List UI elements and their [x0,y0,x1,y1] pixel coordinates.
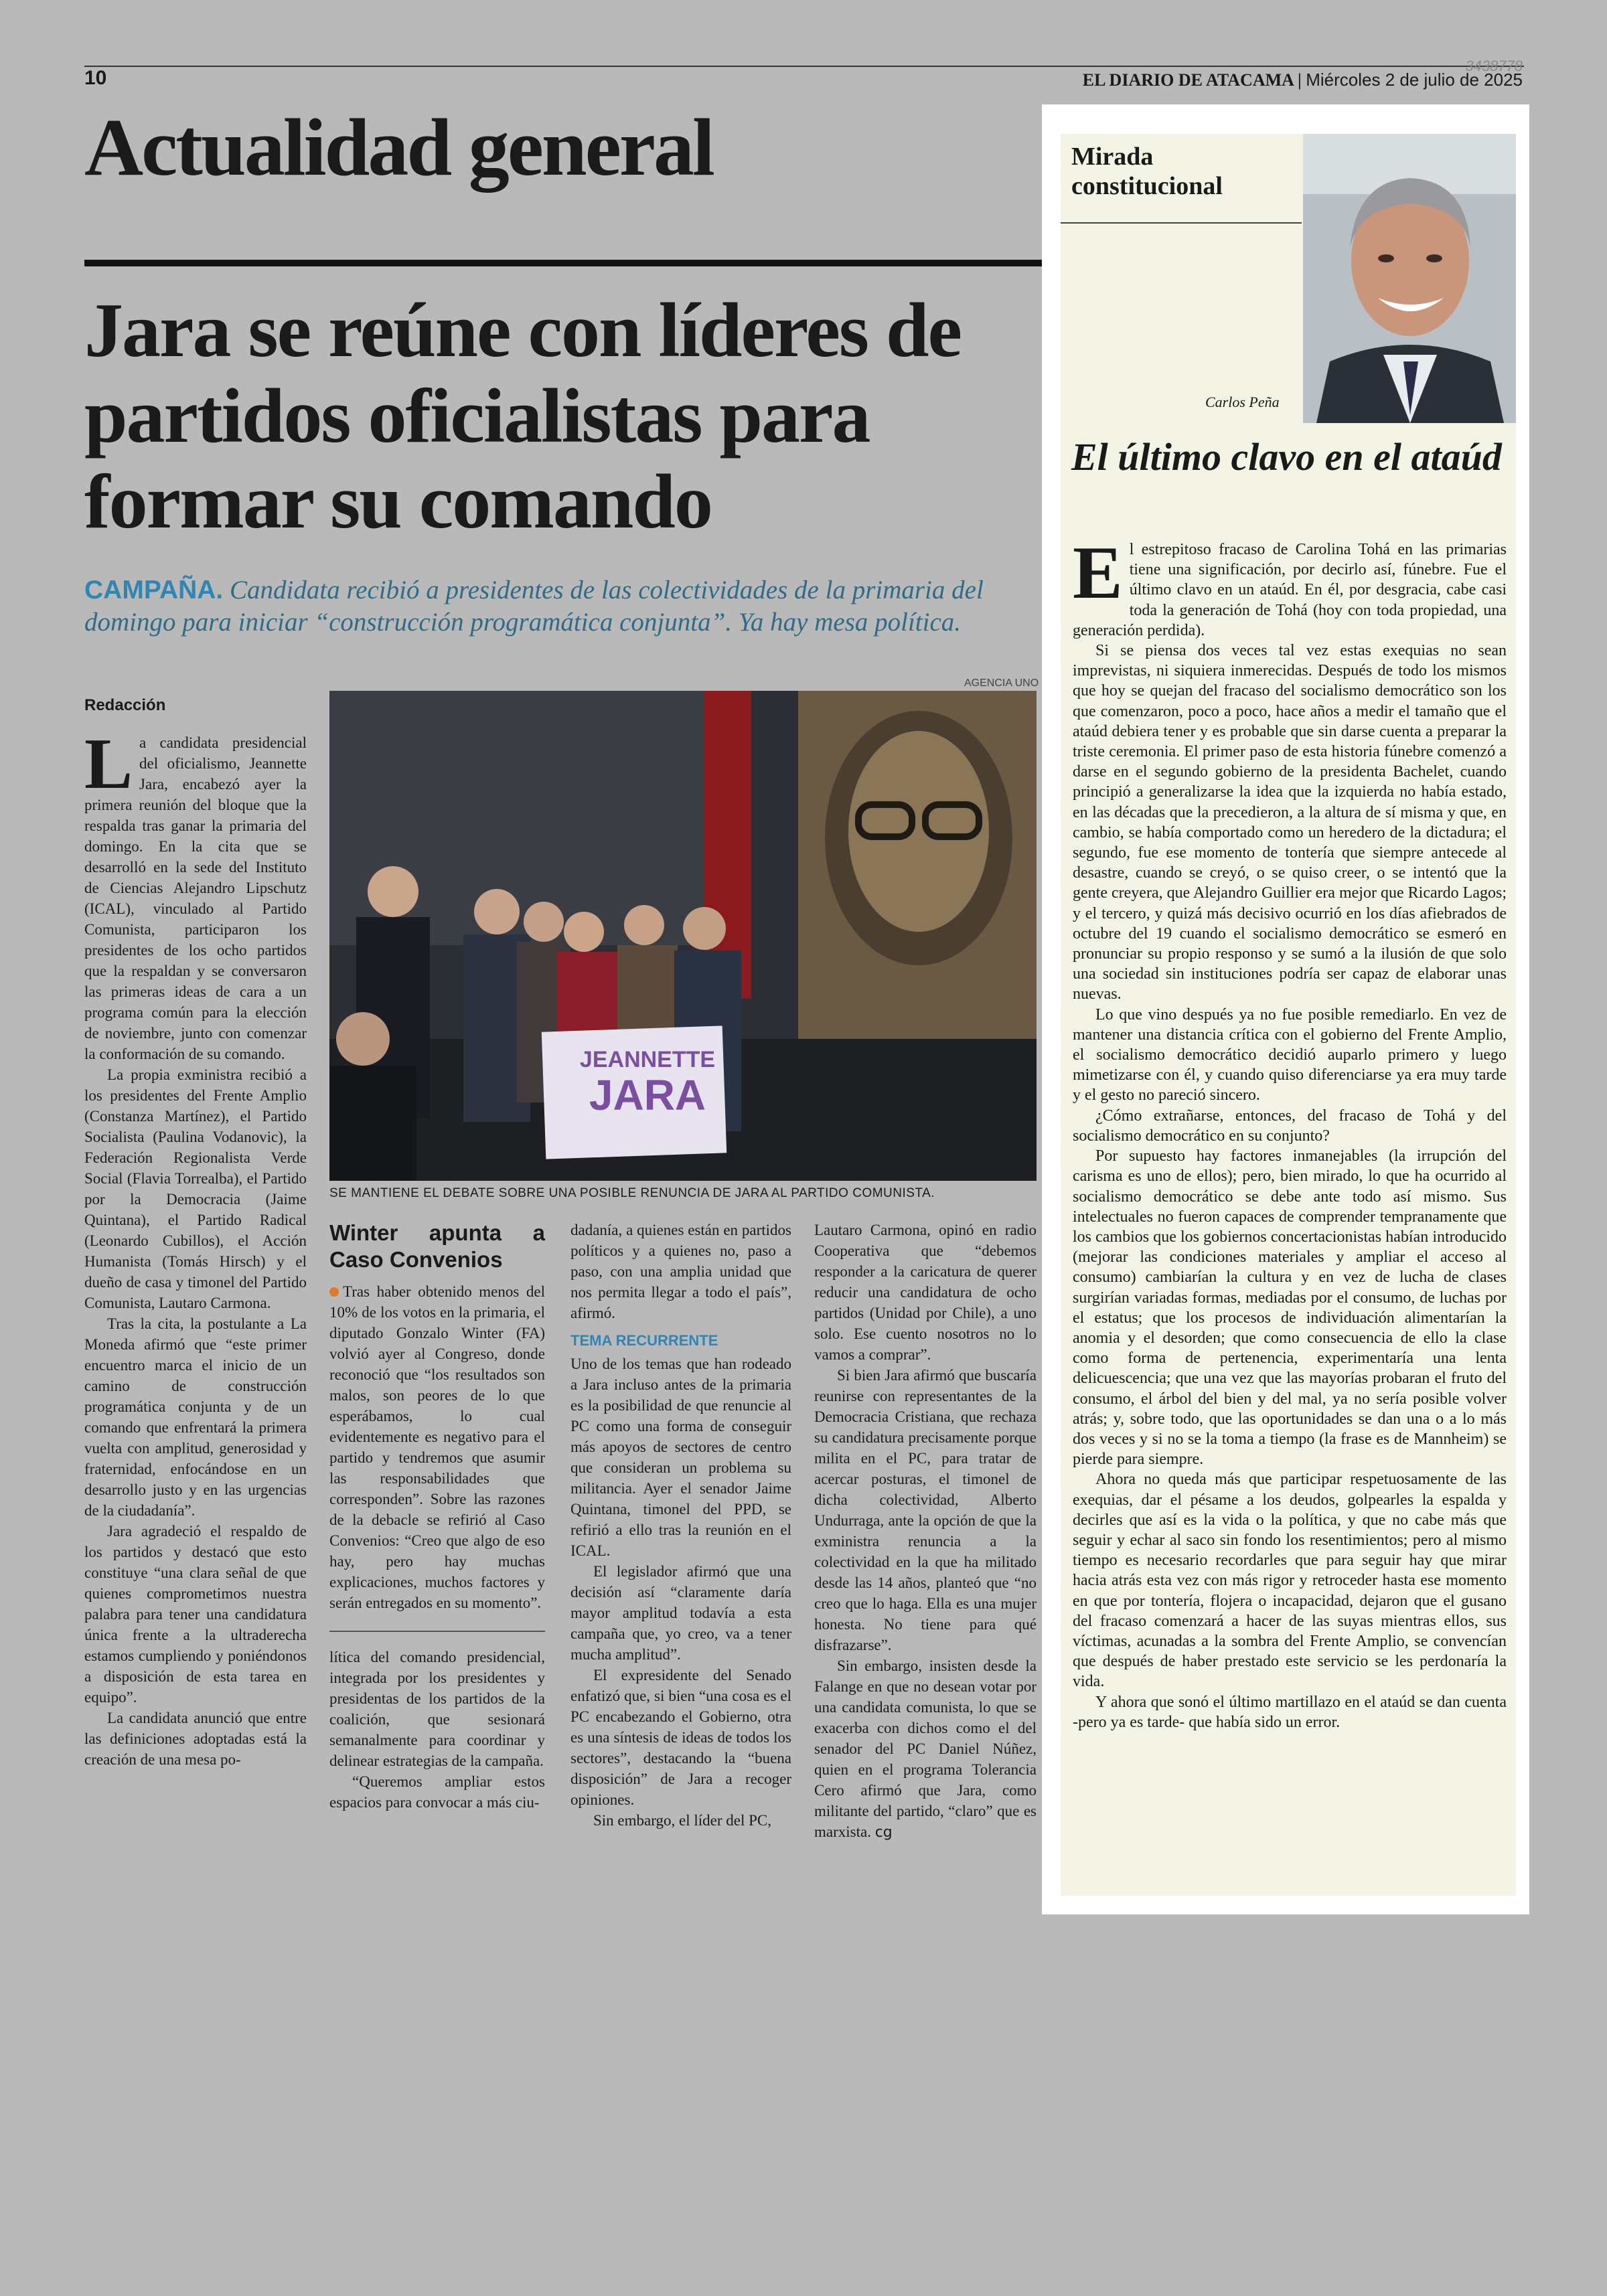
drop-cap: L [84,724,133,804]
paragraph: La propia exministra recibió a los presidentes del Frente Amplio (Constanza Martínez), el Partido Socialista (Paulina Vodanovic), la Federación Regionalista Verde Social (Flavia Torrealba), el Partido por la Democracia (Jaime Quintana), el Partido Radical (Leonardo Cubillos), el Acción Humanista (Tomás Hirsch) y el dueño de casa y timonel del Partido Comunista, Lautaro Carmona. [84,1066,307,1311]
paragraph [329,1281,545,1613]
paragraph: Lo que vino después ya no fue posible remediarlo. En vez de mantener una distancia crítica con el gobierno del Frente Amplio, el socialismo democrático decidió auparlo primero y luego mimetizarse con él, y cuando quiso diferenciarse ya era muy tarde y el gesto no pareció sincero. [1073,1005,1507,1104]
article-column-3 [570,1220,791,1831]
paragraph: Tras la cita, la postulante a La Moneda afirmó que “este primer encuentro marca el inicio de un camino de construcción programática conjunta y de un comando que enfrentará la primera vuelta con amplitud, generosidad y fraternidad, enfocándose en un desarrollo justo y en las urgencias de la ciudadanía”. [84,1315,307,1519]
top-rule [84,66,1524,67]
sidebar-divider [329,1631,545,1632]
paragraph: El legislador afirmó que una decisión así “claramente daría mayor amplitud todavía a esta campaña que, yo creo, va a tener mucha amplitud”. [570,1563,791,1663]
deck-text: Candidata recibió a presidentes de las colectividades de la primaria del domingo para iniciar “construcción programática conjunta”. Ya hay mesa política. [84,576,984,637]
bullet-icon [329,1287,339,1297]
photo-banner [577,1047,718,1118]
archive-stamp: 3438778 [1465,58,1523,74]
photo-credit: AGENCIA UNO [964,677,1039,689]
byline: Redacción [84,696,166,714]
article-column-1 [84,724,307,1770]
drop-cap: E [1073,531,1123,614]
portrait-illustration [1303,134,1516,423]
article-column-2 [329,1220,545,1813]
opinion-kicker: Mirada constitucional [1071,143,1223,200]
issue-date: Miércoles 2 de julio de 2025 [1306,70,1523,90]
paragraph-text: Tras haber obtenido menos del 10% de los votos en la primaria, el diputado Gonzalo Winter (FA) volvió ayer al Congreso, donde reconoció que “los resultados son malos, son peores de lo que esperábamos, lo cual evidentemente es negativo para el partido y tendremos que asumir las responsabilidades que corresponden”. Sobre las razones de la debacle se refirió al Caso Convenios: “Creo que algo de eso hay, pero hay muchas explicaciones, muchos factores y serán entregados en su momento”. [329,1283,545,1611]
opinion-title: El último clavo en el ataúd [1071,435,1502,479]
article-deck [84,574,1055,639]
paragraph: Si se piensa dos veces tal vez estas exequias no sean imprevistas, ni siquiera inmerecidas. Después de todo los mismos que hoy se quejan del fracaso del socialismo democrático son los que comenzaron, poco a poco, hace años a medir el tamaño que el ataúd debiera tener y es probable que sin darse cuenta a preparar la triste ceremonia. El primer paso de esta historia fúnebre comenzó a darse en el segundo gobierno de la presidenta Bachelet, cuando principió a generalizarse la idea que la izquierda no había estado, en las décadas que la precedieron, a la altura de sí misma y que, en cambio, se había comportado como un heredero de la dictadura; el segundo, fue ese momento de tontería que siempre antecede al desastre, cuando se creyó, o se quiso creer, o se intentó que la gente creyera, que Alejandro Guillier era mejor que Ricardo Lagos; y el tercero, y quizá más decisivo ocurrió en los días afiebrados de octubre del 19 cuando el socialismo democrático se esmeró en pronunciar su propio responso y se sumó a la ilusión de que solo una sociedad sin instituciones podría ser capaz de elaborar unas nuevas. [1073,642,1507,1003]
author-portrait [1303,134,1516,423]
paragraph-text: l estrepitoso fracaso de Carolina Tohá en las primarias tiene una significación, por decirlo así, fúnebre. Fue el último clavo en un ataúd. En él, por desgracia, cabe casi toda la generación de Tohá (hoy con toda propiedad, una generación perdida). [1073,541,1507,639]
paragraph: Por supuesto hay factores inmanejables (la irrupción del carisma es uno de ellos); pero, bien mirado, lo que ha ocurrido al socialismo democrático se debe ante todo así mismo. Sus intelectuales no fueron capaces de comprender tempranamente que los cambios que los gobiernos concertacionistas habían introducido (mejorar las condiciones materiales y ampliar el acceso al consumo) cambiarían la cultura y en vez de lucha de clases surgirían variadas formas, mediadas por el consumo, de luchas por el estatus; que los procesos de individuación alimentarían la anomia y el desorden; que como consecuencia de ello la clase como forma de pertenencia, experimentaría una lenta delicuescencia; que una vez que las mayorías probaran el fruto del consumo, el árbol del bien y del mal, ya no sería posible volver atrás; y, sobre todo, que las oportunidades se dan una o a lo más dos veces y si no se la toma a tiempo (la frase es de Mannheim) se pierde para siempre. [1073,1147,1507,1469]
paragraph: Ahora no queda más que participar respetuosamente de las exequias, dar el pésame a los deudos, golpearles la espalda y decirles que así es la vida o la política, y que no cabe más que seguir y echar al saco sin fondo los resentimientos; pero al mismo tiempo es necesario recordarles que para seguir hay que mirar hacia atrás esta vez con más rigor y retroceder hasta ese momento en que por tontería, flojera o incapacidad, dejaron que el gusano del fracaso comenzará a hacer de las suyas mientras ellos, sus víctimas, acunadas a la sombra del Frente Amplio, se convencían que después de haber prestado este servicio se les perdonaría la vida. [1073,1471,1507,1691]
sidebar-subhead: Winter apunta a Caso Convenios [329,1220,545,1272]
opinion-body [1073,531,1507,1732]
paragraph-text: Sin embargo, insisten desde la Falange en que no desean votar por una candidata comunista, lo que se exacerba con dichos como el del senador del PC Daniel Núñez, quien en el programa Tolerancia Cero afirmó que Jara, como militante del partido, “claro” que es marxista. [814,1657,1037,1840]
paragraph [84,724,307,1064]
end-mark-icon: cg [874,1824,893,1841]
paragraph: Uno de los temas que han rodeado a Jara incluso antes de la primaria es la posibilidad de que renuncie al PC como una forma de conseguir más apoyos de sectores de centro que consideran un problema su militancia. Ayer el senador Jaime Quintana, timonel del PPD, se refirió a ello tras la reunión en el ICAL. [570,1356,791,1559]
photo-caption: SE MANTIENE EL DEBATE SOBRE UNA POSIBLE RENUNCIA DE JARA AL PARTIDO COMUNISTA. [329,1186,935,1200]
paragraph-text: a candidata presidencial del oficialismo, Jeannette Jara, encabezó ayer la primera reunión del bloque que la respalda tras ganar la primaria del domingo. En la cita que se desarrolló en la sede del Instituto de Ciencias Alejandro Lipschutz (ICAL), vinculado al Partido Comunista, participaron los presidentes de los ocho partidos que la respaldan y se conversaron las primeras ideas de cara a un programa común para la elección de noviembre, junto con comenzar la conformación de su comando. [84,734,307,1062]
paragraph: dadanía, a quienes están en partidos políticos y a quienes no, paso a paso, con una amplia unidad que nos permita llegar a todo el país”, afirmó. [570,1222,791,1321]
paragraph: “Queremos ampliar estos espacios para convocar a más ciu- [329,1773,545,1811]
masthead-name: EL DIARIO DE ATACAMA [1082,70,1294,90]
paragraph: lítica del comando presidencial, integrada por los presidentes y presidentas de los partidos de la coalición, que sesionará semanalmente para coordinar y delinear estrategias de la campaña. [329,1649,545,1769]
paragraph: Sin embargo, el líder del PC, [593,1812,771,1829]
page-number: 10 [84,67,107,89]
paragraph [814,1655,1037,1843]
headline-rule [84,260,1059,266]
opinion-author: Carlos Peña [1205,394,1280,410]
paragraph: ¿Cómo extrañarse, entonces, del fracaso de Tohá y del socialismo democrático en su conjunto? [1073,1106,1507,1145]
paragraph: Lautaro Carmona, opinó en radio Cooperativa que “debemos responder a la caricatura de querer reducir una candidatura de ocho partidos (Unidad por Chile), a uno solo. Ese cuento nosotros no lo vamos a comprar”. [814,1222,1037,1363]
subsection-kicker: TEMA RECURRENTE [570,1332,718,1349]
paragraph: Jara agradeció el respaldo de los partidos y destacó que esto constituye “una clara señal de que quienes comprometimos nuestra palabra para tener una candidatura única frente a la ultraderecha estamos cumpliendo y poniéndonos a disposición de esta tarea en equipo”. [84,1523,307,1706]
news-photo [329,691,1037,1181]
banner-line-2: JARA [589,1071,706,1119]
paragraph [1073,531,1507,641]
paragraph: Y ahora que sonó el último martillazo en el ataúd se dan cuenta -pero ya es tarde- que había sido un error. [1073,1693,1507,1731]
banner-line-1: JEANNETTE [579,1047,716,1072]
opinion-kicker-rule [1061,222,1302,224]
article-column-4 [814,1220,1037,1843]
deck-tag: CAMPAÑA. [84,576,224,604]
masthead: EL DIARIO DE ATACAMA | Miércoles 2 de julio de 2025 [1082,70,1523,90]
paragraph: Si bien Jara afirmó que buscaría reunirse con representantes de la Democracia Cristiana, que rechaza su candidatura precisamente porque milita en el PC, para tratar de acercar posturas, el timonel de dicha colectividad, Alberto Undurraga, ante la opción de que la exministra renuncia a la colectividad en la que ha militado desde las 14 años, planteó que “no creo que lo haga. Ella es una mujer honesta. No tiene para qué disfrazarse”. [814,1367,1037,1653]
paragraph: El expresidente del Senado enfatizó que, si bien “una cosa es el PC encabezando el Gobierno, otra es una síntesis de ideas de todos los sectores”, destacando la “buena disposición” de Jara a recoger opiniones. [570,1667,791,1808]
section-title: Actualidad general [84,102,713,193]
article-headline: Jara se reúne con líderes de partidos oficialistas para formar su comando [84,288,961,545]
paragraph: La candidata anunció que entre las definiciones adoptadas está la creación de una mesa po- [84,1710,307,1768]
